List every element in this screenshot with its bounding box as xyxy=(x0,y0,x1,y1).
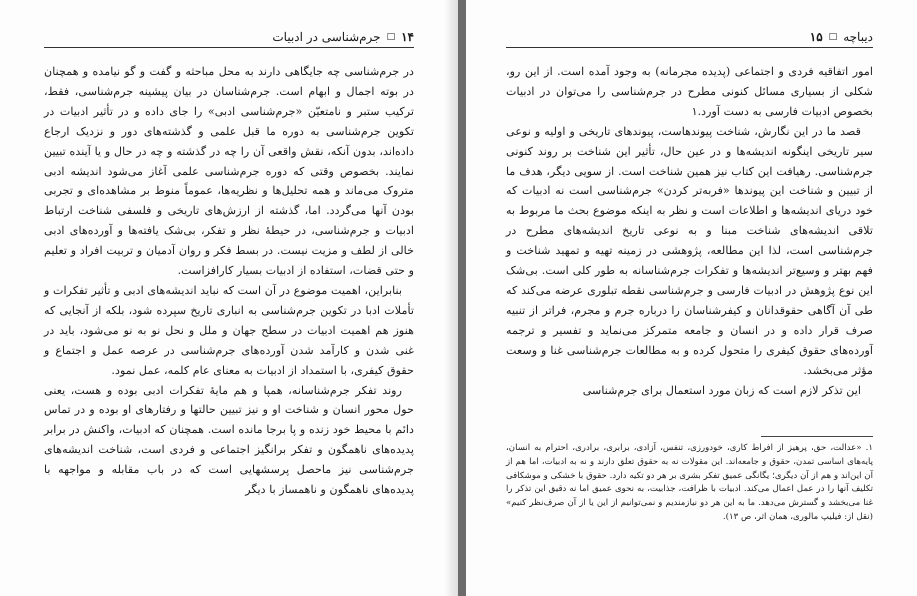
left-page xyxy=(0,0,458,596)
separator-icon: □ xyxy=(386,32,396,42)
paragraph: امور اتفاقیه فردی و اجتماعی (پدیده مجرمانه) به وجود آمده است. از این رو، شکلی از بسیاری مسائل کنونی مطرح در جرم‌شناسی را می‌توان در ادبیات بخصوص ادبیات فارسی به دست آورد.۱ xyxy=(506,65,873,118)
page-number: ۱۴ xyxy=(401,30,414,44)
gutter-shadow xyxy=(444,0,458,596)
paragraph: روند تفکر جرم‌شناسانه، همپا و هم مایهٔ تفکرات ادبی بوده و هست، یعنی حول محور انسان و شناخت او و نیز تبیین حالتها و رفتارهای او بوده و در تماس دائم با محیط خود زنده و پا برجا مانده است. همچنان که ادبیات، واکنش در برابر پدیده‌های ناهمگون و تفکر برانگیز اجتماعی و فردی است، شناخت اندیشه‌های جرم‌شناسی نیز ماحصل پرسشهایی است که در باب مقابله و مواجهه با پدیده‌های ناهمگون و ناهمساز با دیگر xyxy=(44,383,414,497)
page-number: ۱۵ xyxy=(809,30,823,44)
header-rule xyxy=(506,47,873,48)
book-gutter xyxy=(458,0,466,596)
running-title: جرم‌شناسی در ادبیات xyxy=(272,30,381,44)
right-page xyxy=(466,0,917,596)
paragraph: قصد ما در این نگارش، شناخت پیوندهاست، پیوندهای تاریخی و اولیه و نوعی سیر تاریخی اینگونه اندیشه‌ها و در عین حال، تأثیر این شناخت بر روند کنونی جرم‌شناسی. رهیافت این کتاب نیز همین شناخت است. از سویی دیگر، هدف ما از تبیین و شناخت این پیوندها «فربه‌تر کردن» جرم‌شناسی است نه ادبیات که خود دریای اندیشه‌ها و اطلاعات است و نظر به اینکه موضوع بحث ما مربوط به تلاقی اندیشه‌های شناخت مبنا و به نوعی تاریخ اندیشه‌های مطرح در جرم‌شناسی است، لذا این مطالعه، پژوهشی در زمینه تهیه و تمهید شناخت و فهم بهتر و وسیع‌تر اندیشه‌ها و تفکرات جرم‌شناسانه به طور کلی است. بی‌شک این نوع پژوهش در ادبیات فارسی و جرم‌شناسی نقطه تبلوری عرضه می‌کند که طی آن آگاهی حقوقدانان و کیفرشناسان را درباره جرم و مجرم، فراتر از تنبیه صرف قرار داده و در انسان و جامعه متمرکز می‌نماید و تفسیر و ترجمه آورده‌های حقوق کیفری را متحول کرده و به مطالعات جرم‌شناسی غنا و وسعت مؤثر می‌بخشد. xyxy=(506,124,873,377)
right-page-body xyxy=(506,62,873,400)
paragraph: در جرم‌شناسی چه جایگاهی دارند به محل مباحثه و گفت و گو نیامده و همچنان در بوته اجمال و ابهام است. جرم‌شناسان در بیان پیشینه جرم‌شناسی، فقط، ترکیب ستبر و نامتعیّن «جرم‌شناسی ادبی» را جای داده و در تأثیر ادبیات در تکوین جرم‌شناسی به دوره ما قبل علمی و گذشته‌های دور و نزدیک ارجاع داده‌اند، بدون آنکه، نقش واقعی آن را چه در گذشته و چه در حال و یا آینده تبیین نمایند. بخصوص وقتی که دوره جرم‌شناسی علمی آغاز می‌شود اندیشه ادبی متروک می‌ماند و همه تحلیل‌ها و نظریه‌ها، عموماً منوط بر مشاهده‌ای و تجربی بودن آنها می‌گردد. اما، گذشته از ارزش‌های تاریخی و فلسفی شناخت ارتباط ادبیات و جرم‌شناسی، در حیطهٔ نظر و تفکر، بی‌شک یافته‌ها و آورده‌های ادبی خالی از لطف و مزیت نیست. در بسط فکر و روان آدمیان و تربیت افراد و تعلیم و حتی قضات، استفاده از ادبیات بسیار کارافزاست. xyxy=(44,65,414,278)
paragraph: این تذکر لازم است که زبان مورد استعمال برای جرم‌شناسی xyxy=(582,383,861,397)
footnote: ۱. «عدالت، حق، پرهیز از افراط کاری، خودورزی، تنفس، آزادی، برابری، برادری، احترام به انسان، پایه‌های اساسی تمدن، حقوق و جامعه‌اند. این مقولات نه به حقوق تعلق دارند و نه به ادبیات، اما هم از آن این‌اند و هم از آن دیگری؛ یگانگی عمیق تفکر بشری بر هر دو تکیه دارد. حقوق با خشکی و موشکافی تکلیف آنها را در عمل اعمال می‌کند. ادبیات با ظرافت، جذابیت، به نحوی عمیق اما نه دقیق این تذکر را غنا می‌بخشد و گسترش می‌دهد. ما به این هر دو نیازمندیم و نمی‌توانیم از این یا از آن صرف‌نظر کنیم» (نقل از: فیلیپ مالوری، همان اثر، ص ۱۳). xyxy=(506,443,873,522)
right-page-header xyxy=(810,28,873,46)
separator-icon: □ xyxy=(828,32,838,42)
left-page-header xyxy=(272,28,414,46)
left-page-body xyxy=(44,62,414,500)
header-rule xyxy=(44,47,414,48)
paragraph: بنابراین، اهمیت موضوع در آن است که نباید اندیشه‌های ادبی و تأثیر تفکرات و تأملات ادبا در تکوین جرم‌شناسی به انباری تاریخ سپرده شود، بلکه از آنجایی که هنوز هم اهمیت ادبیات در سطح جهان و ملل و نحل نو به نو می‌شود، باید در غنی شدن و کارآمد شدن آورده‌های جرم‌شناسی در عرصه عمل و اجتماع و حقوق کیفری، با استمداد از ادبیات به معنای عام کلمه، عمل نمود. xyxy=(44,283,414,377)
footnote-rule xyxy=(761,436,873,437)
running-title: دیباچه xyxy=(843,30,873,44)
